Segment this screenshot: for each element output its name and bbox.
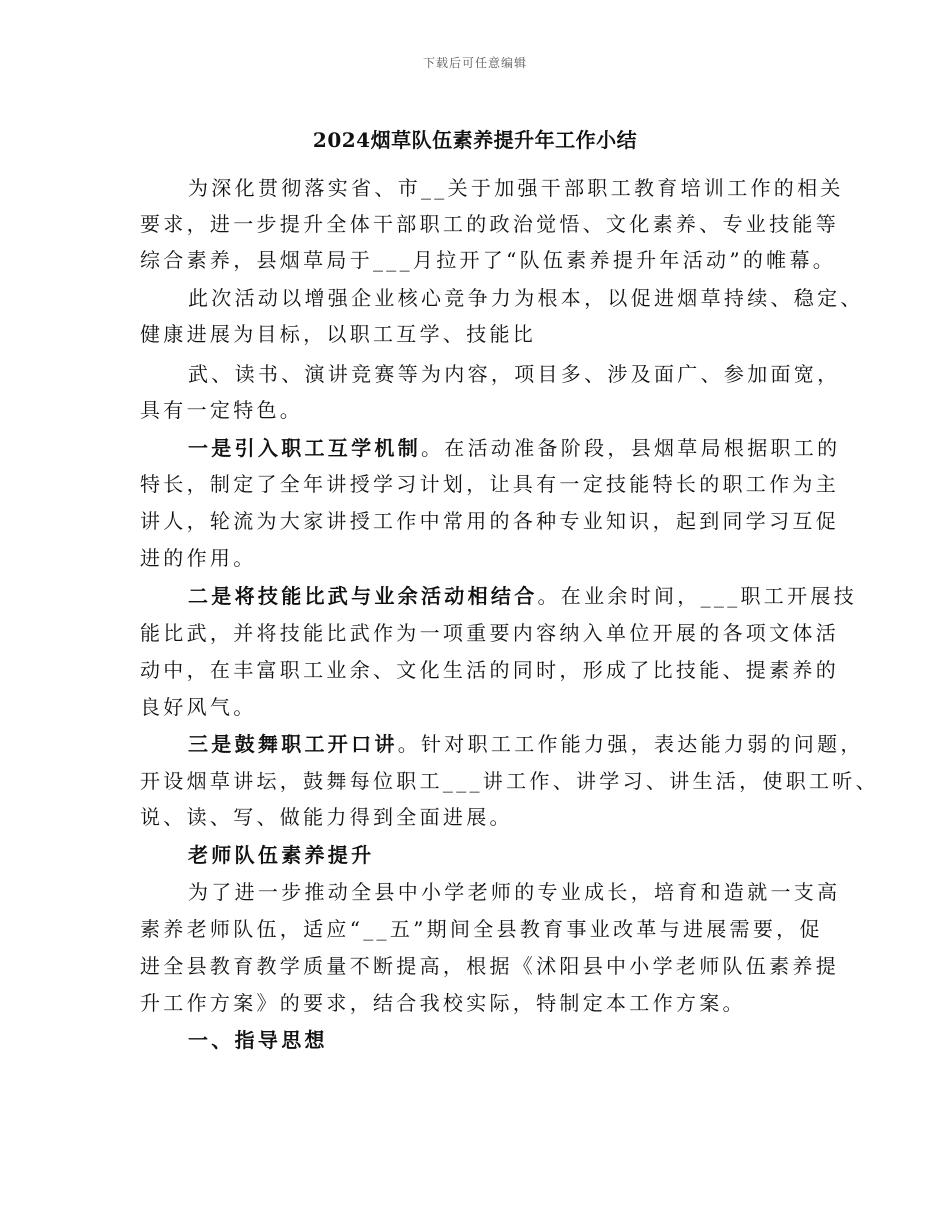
line-text: 武、读书、演讲竞赛等为内容，项目多、涉及面广、参加面宽， [188, 362, 841, 386]
line-text: 动中，在丰富职工业余、文化生活的同时，形成了比技能、提素养的 [140, 658, 839, 682]
line-text: 。针对职工工作能力强，表达能力弱的问题， [397, 732, 864, 756]
paragraph-line [140, 985, 746, 1021]
paragraph-line [188, 280, 864, 316]
heading-run: 老师队伍素养提升 [188, 843, 375, 867]
paragraph-line [188, 170, 844, 206]
paragraph-line [188, 430, 840, 466]
line-text: 讲人，轮流为大家讲授工作中常用的各种专业知识，起到同学习互促 [140, 509, 839, 533]
line-text: 健康进展为目标，以职工互学、技能比 [140, 322, 537, 346]
heading-run: 一、指导思想 [188, 1028, 328, 1052]
paragraph-line [140, 503, 839, 539]
paragraph-line [140, 689, 257, 725]
paragraph-line [188, 578, 857, 614]
line-text: 具有一定特色。 [140, 398, 304, 422]
section-heading [188, 837, 374, 873]
line-text: 综合素养，县烟草局于___月拉开了“队伍素养提升年活动”的帷幕。 [140, 248, 837, 272]
paragraph-line [140, 242, 836, 278]
line-text: 进的作用。 [140, 546, 257, 570]
line-text: 。在业余时间，___职工开展技 [537, 584, 857, 608]
paragraph-line [140, 316, 536, 352]
line-text: 为深化贯彻落实省、市__关于加强干部职工教育培训工作的相关 [188, 176, 844, 200]
line-text: 开设烟草讲坛，鼓舞每位职工___讲工作、讲学习、讲生活，使职工听、 [140, 769, 879, 793]
line-text: 进全县教育教学质量不断提高，根据《沭阳县中小学老师队伍素养提 [140, 954, 839, 978]
heading-run: 二是将技能比武与业余活动相结合 [188, 584, 538, 608]
header-note: 下载后可任意编辑 [422, 56, 527, 70]
line-text: 。在活动准备阶段，县烟草局根据职工的 [421, 436, 841, 460]
line-text: 说、读、写、做能力得到全面进展。 [140, 805, 513, 829]
paragraph-line [188, 356, 840, 392]
line-text: 此次活动以增强企业核心竞争力为根本，以促进烟草持续、稳定、 [188, 286, 864, 310]
paragraph-line [140, 540, 257, 576]
heading-run: 一是引入职工互学机制 [188, 436, 421, 460]
line-text: 能比武，并将技能比武作为一项重要内容纳入单位开展的各项文体活 [140, 621, 839, 645]
paragraph-line [140, 392, 303, 428]
paragraph-line [140, 763, 879, 799]
line-text: 素养老师队伍，适应“__五”期间全县教育事业改革与进展需要，促 [140, 917, 823, 941]
line-text: 要求，进一步提升全体干部职工的政治觉悟、文化素养、专业技能等 [140, 212, 839, 236]
paragraph-line [140, 652, 839, 688]
paragraph-line [188, 874, 840, 910]
paragraph-line [140, 206, 839, 242]
section-heading [188, 1022, 328, 1058]
paragraph-line [140, 799, 513, 835]
paragraph-line [140, 466, 839, 502]
line-text: 为了进一步推动全县中小学老师的专业成长，培育和造就一支高 [188, 880, 841, 904]
line-text: 良好风气。 [140, 695, 257, 719]
document-title: 2024烟草队伍素养提升年工作小结 [312, 128, 638, 152]
paragraph-line [188, 726, 864, 762]
paragraph-line [140, 911, 823, 947]
heading-run: 三是鼓舞职工开口讲 [188, 732, 398, 756]
paragraph-line [140, 948, 839, 984]
line-text: 特长，制定了全年讲授学习计划，让具有一定技能特长的职工作为主 [140, 472, 839, 496]
line-text: 升工作方案》的要求，结合我校实际，特制定本工作方案。 [140, 991, 746, 1015]
paragraph-line [140, 615, 839, 651]
